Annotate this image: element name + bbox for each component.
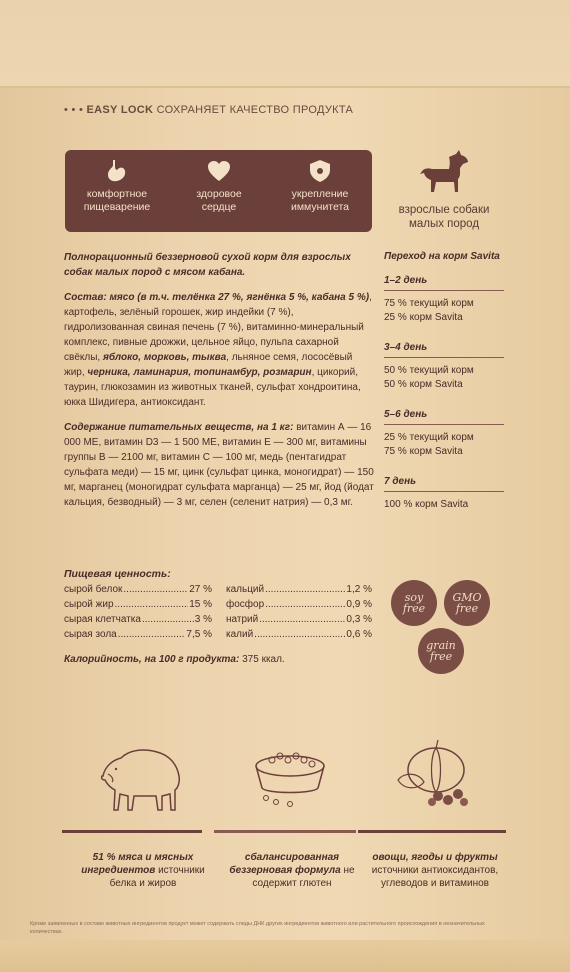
gmo-free-badge: [444, 580, 490, 626]
stomach-icon: [104, 158, 130, 184]
nutrient-name: сырая клетчатка: [64, 614, 141, 625]
calories-value: 375 ккал.: [239, 654, 285, 665]
nutrient-value: 0,6 %: [346, 629, 372, 640]
benefit-heart: [169, 158, 269, 214]
nutrient-name: калий: [226, 629, 254, 640]
nutrient-name: натрий: [226, 614, 259, 625]
composition: [64, 290, 374, 410]
dot-leader: [118, 627, 186, 642]
benefit-label: пищеварение: [83, 201, 151, 213]
package-top-seam: [0, 0, 570, 86]
benefit-label: комфортное: [86, 188, 148, 200]
nutrition-row: [64, 612, 212, 627]
nutrition-row: [226, 582, 372, 597]
nutrition-title: Пищевая ценность:: [64, 568, 171, 580]
seam-line: [0, 86, 570, 88]
composition-label: Состав:: [64, 292, 107, 303]
intro-text: Полнорационный беззерновой сухой корм для взрослых собак малых пород с мясом кабана.: [64, 252, 351, 278]
dot-leader: [265, 597, 345, 612]
feature-bold: овощи, ягоды и фрукты: [372, 852, 498, 863]
step-line: 25 % текущий корм: [384, 432, 474, 443]
transition-step: [384, 274, 504, 325]
transition-step: [384, 475, 504, 512]
nutrient-value: 15 %: [189, 599, 212, 610]
shield-icon: [307, 158, 333, 184]
easy-lock-line: [64, 104, 353, 116]
dog-label-line: малых пород: [408, 218, 480, 230]
dot-leader: [254, 627, 345, 642]
footnote: Кроме заявленных в составе животных ингредиентов продукт может содержать следы ДНК других ингредиентов животного или растительного происхождения в незначительных количествах.: [30, 921, 485, 935]
nutrient-value: 7,5 %: [186, 629, 212, 640]
nutrient-name: сырая зола: [64, 629, 117, 640]
dog-label: [385, 203, 503, 231]
badge-line: grain: [426, 639, 456, 652]
step-day: 7 день: [384, 475, 504, 492]
divider-2: [214, 830, 356, 833]
benefit-label: иммунитета: [290, 201, 350, 213]
transition-guide: [384, 250, 504, 528]
feature-vegetables: [362, 851, 508, 890]
nutrient-value: 0,9 %: [346, 599, 372, 610]
badge-line: free: [429, 650, 453, 663]
calories: [64, 654, 285, 665]
composition-text: , льняное семя, лососёвый жир,: [64, 352, 353, 378]
step-line: 75 % корм Savita: [384, 446, 463, 457]
soy-free-badge: [391, 580, 437, 626]
heart-icon: [206, 158, 232, 184]
nutrition-row: [226, 612, 372, 627]
feature-bold: 51 % мяса и мясных ингредиентов: [81, 852, 194, 876]
nutrient-value: 27 %: [189, 584, 212, 595]
dog-block: [385, 150, 503, 231]
nutrition-row: [64, 597, 212, 612]
composition-berries: черника, ламинария, топинамбур, розмарин: [87, 367, 312, 378]
feature-bold: сбалансированная беззерновая формула: [229, 852, 341, 876]
dot-leader: [123, 582, 188, 597]
benefit-digestion: [67, 158, 167, 214]
dog-label-line: взрослые собаки: [398, 204, 490, 216]
nutrition-row: [64, 627, 212, 642]
nutrients-label: Содержание питательных веществ, на 1 кг:: [64, 422, 294, 433]
step-line: 25 % корм Savita: [384, 312, 463, 323]
food-bowl-icon: [246, 736, 336, 816]
nutrition-right: [226, 582, 372, 642]
badge-line: GMO: [452, 591, 482, 604]
badge-line: free: [455, 602, 479, 615]
step-line: 50 % текущий корм: [384, 365, 474, 376]
badge-line: soy: [404, 591, 424, 604]
benefit-label: сердце: [201, 201, 237, 213]
feature-text: источники белка и жиров: [109, 865, 205, 889]
benefit-label: укрепление: [291, 188, 349, 200]
easy-lock-text: СОХРАНЯЕТ КАЧЕСТВО ПРОДУКТА: [156, 104, 354, 116]
nutrition-row: [64, 582, 212, 597]
main-text: [64, 250, 374, 520]
nutrition-row: [226, 627, 372, 642]
dog-icon: [418, 150, 470, 192]
dot-leader: [259, 612, 345, 627]
easy-lock-brand: EASY LOCK: [86, 104, 154, 116]
transition-step: [384, 341, 504, 392]
composition-meat: мясо (в т.ч. телёнка 27 %, ягнёнка 5 %, кабана 5 %): [106, 292, 370, 303]
feature-formula: [222, 851, 362, 890]
step-day: 3–4 день: [384, 341, 504, 358]
nutrient-name: фосфор: [226, 599, 265, 610]
nutrient-name: сырой белок: [64, 584, 123, 595]
benefits-panel: [65, 150, 372, 232]
divider-1: [62, 830, 202, 833]
transition-step: [384, 408, 504, 459]
nutrient-name: кальций: [226, 584, 265, 595]
dot-leader: [265, 582, 345, 597]
benefit-immunity: [270, 158, 370, 214]
feature-text: не содержит глютен: [252, 865, 355, 889]
bullets: • • •: [64, 104, 84, 116]
benefit-label: здоровое: [196, 188, 242, 200]
nutrient-value: 1,2 %: [346, 584, 372, 595]
boar-icon: [98, 736, 188, 816]
nutrition-left: [64, 582, 212, 642]
pumpkin-berries-icon: [388, 736, 478, 816]
dot-leader: [115, 597, 189, 612]
divider-3: [358, 830, 506, 833]
composition-text: , цикорий, таурин, глюкозамин из животных тканей, сульфат хондроитина, юкка Шидигера, антиоксидант.: [64, 367, 361, 408]
feature-meat: [68, 851, 218, 890]
dot-leader: [142, 612, 194, 627]
nutrient-value: 3 %: [194, 614, 212, 625]
badge-line: free: [402, 602, 426, 615]
nutrients-text: витамин А — 16 000 МЕ, витамин D3 — 1 500 МЕ, витамин Е — 300 мг, витамины группы В — 2100 мг, витамин С — 100 мг, медь (пентагидрат сульфата меди) — 15 мг, цинк (сульфат цинка, моногидрат) — 150 мг, марганец (моногидрат сульфата марганца) — 25 мг, йод (йодат кальция, безводный) — 3 мг, селен (селенит натрия) — 0,3 мг.: [64, 422, 374, 508]
step-line: 75 % текущий корм: [384, 298, 474, 309]
nutrient-name: сырой жир: [64, 599, 114, 610]
step-day: 5–6 день: [384, 408, 504, 425]
composition-text: , картофель, зелёный горошек, жир индейки (7 %), гидролизованная свиная печень (7 %), витаминно-минеральный комплекс, пивные дрожжи, цельное яйцо, пульпа сахарной свёклы,: [64, 292, 372, 363]
grain-free-badge: [418, 628, 464, 674]
step-line: 50 % корм Savita: [384, 379, 463, 390]
step-day: 1–2 день: [384, 274, 504, 291]
composition-veg: яблоко, морковь, тыква: [102, 352, 227, 363]
nutrients: [64, 420, 374, 510]
calories-label: Калорийность, на 100 г продукта:: [64, 654, 240, 665]
nutrition-row: [226, 597, 372, 612]
transition-header: Переход на корм Savita: [384, 251, 500, 262]
nutrient-value: 0,3 %: [346, 614, 372, 625]
step-line: 100 % корм Savita: [384, 499, 469, 510]
package-bottom-seam: [0, 940, 570, 972]
feature-text: источники антиоксидантов, углеводов и витаминов: [371, 865, 499, 889]
